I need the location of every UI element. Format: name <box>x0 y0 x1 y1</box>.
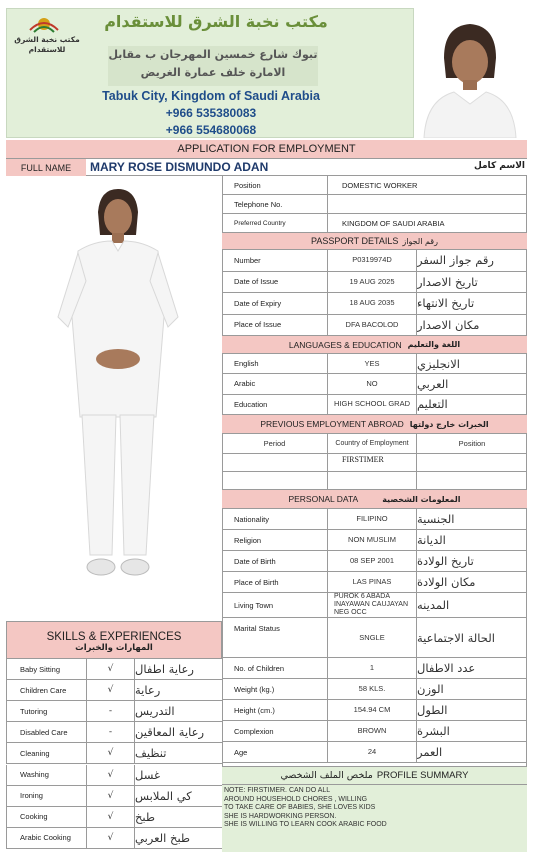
skill-row <box>6 743 222 764</box>
profile-line: NOTE: FIRSTIMER. CAN DO ALL <box>224 787 331 794</box>
passport-row <box>222 315 527 337</box>
personal-value: LAS PINAS <box>328 572 417 592</box>
employment-col-header <box>222 434 527 454</box>
employment-row <box>222 472 527 490</box>
personal-label-ar: مكان الولادة <box>417 575 476 589</box>
profile-body <box>222 785 527 852</box>
personal-value: 58 KLS. <box>328 679 417 699</box>
languages-header <box>222 336 527 354</box>
skills-title: SKILLS & EXPERIENCES <box>46 631 182 643</box>
city-line: Tabuk City, Kingdom of Saudi Arabia <box>102 89 320 103</box>
personal-row <box>222 658 527 679</box>
passport-label: Number <box>222 250 328 271</box>
field-label: Preferred Country <box>222 214 328 232</box>
language-label-ar: الانجليزي <box>417 356 461 371</box>
company-name: مكتب نخبة الشرق للاستقدام <box>104 12 328 31</box>
language-row <box>222 374 527 394</box>
field-value: KINGDOM OF SAUDI ARABIA <box>342 218 445 228</box>
language-label: Education <box>222 395 328 414</box>
employment-period <box>222 454 328 471</box>
field-row <box>222 176 527 195</box>
employment-title: PREVIOUS EMPLOYMENT ABROAD <box>260 419 404 429</box>
employment-position <box>417 472 527 489</box>
field-row <box>222 214 527 233</box>
profile-header <box>222 766 527 785</box>
language-label-ar: التعليم <box>417 397 448 412</box>
skill-mark: - <box>87 701 135 721</box>
languages-title-ar: اللغة والتعليم <box>407 340 461 349</box>
skill-row <box>6 659 222 680</box>
full-name-label-ar: الاسم كامل <box>473 161 525 171</box>
skill-label-ar: طبخ <box>135 809 156 824</box>
language-value: HIGH SCHOOL GRAD <box>328 395 417 414</box>
address-line-1: تبوك شارع خمسين المهرجان ب مقابل <box>108 48 318 61</box>
person-headshot-icon <box>414 8 526 138</box>
personal-label: No. of Children <box>222 658 328 678</box>
passport-value: 19 AUG 2025 <box>328 272 417 293</box>
skill-row <box>6 828 222 849</box>
passport-label: Date of Issue <box>222 272 328 293</box>
passport-label-ar: تاريخ الانتهاء <box>417 296 475 311</box>
col-country: Country of Employment <box>328 434 417 453</box>
personal-label-ar: الطول <box>417 703 448 717</box>
full-name-value: MARY ROSE DISMUNDO ADAN <box>90 160 269 174</box>
company-logo <box>8 10 86 62</box>
skill-label: Tutoring <box>7 701 87 721</box>
language-row <box>222 395 527 415</box>
passport-row <box>222 272 527 294</box>
language-label: Arabic <box>222 374 328 393</box>
field-row <box>222 195 527 214</box>
skill-label: Baby Sitting <box>7 659 87 679</box>
form-title: APPLICATION FOR EMPLOYMENT <box>6 140 527 158</box>
personal-label: Date of Birth <box>222 551 328 571</box>
skill-mark: √ <box>87 765 135 785</box>
personal-value: 1 <box>328 658 417 678</box>
skill-row <box>6 680 222 701</box>
personal-label: Age <box>222 742 328 762</box>
employment-position <box>417 454 527 471</box>
passport-value: P0319974D <box>328 250 417 271</box>
field-label: Position <box>222 176 328 194</box>
col-period: Period <box>222 434 328 453</box>
language-value: YES <box>328 354 417 373</box>
skill-mark: √ <box>87 659 135 679</box>
personal-title-ar: المعلومات الشخصية <box>382 494 461 504</box>
personal-row <box>222 593 527 618</box>
skill-label: Ironing <box>7 786 87 806</box>
personal-title: PERSONAL DATA <box>288 494 359 504</box>
skill-mark: √ <box>87 786 135 806</box>
personal-label-ar: العمر <box>417 745 443 759</box>
skill-mark: √ <box>87 743 135 763</box>
personal-value: 24 <box>328 742 417 762</box>
skill-mark: √ <box>87 828 135 848</box>
skill-label: Children Care <box>7 680 87 700</box>
headshot-photo <box>414 8 526 138</box>
passport-header <box>222 233 527 250</box>
skill-row <box>6 722 222 743</box>
personal-label-ar: الجنسية <box>417 512 455 526</box>
skill-label-ar: رعاية <box>135 683 161 698</box>
passport-row <box>222 293 527 315</box>
skill-label-ar: طبخ العربي <box>135 830 191 845</box>
full-name-row <box>6 158 527 176</box>
skill-label-ar: غسل <box>135 767 160 782</box>
personal-label: Complexion <box>222 721 328 741</box>
field-value: DOMESTIC WORKER <box>342 180 418 190</box>
skill-label-ar: التدريس <box>135 704 175 719</box>
skill-mark: √ <box>87 807 135 827</box>
skill-label: Cooking <box>7 807 87 827</box>
employment-title-ar: الخبرات خارج دولتها <box>409 419 489 429</box>
employment-country <box>328 472 417 489</box>
personal-value: 08 SEP 2001 <box>328 551 417 571</box>
col-position: Position <box>458 438 486 448</box>
personal-label-ar: عدد الاطفال <box>417 661 476 675</box>
address-line-2: الامارة خلف عمارة الغريض <box>140 66 286 79</box>
skill-label: Washing <box>7 765 87 785</box>
personal-value: FILIPINO <box>328 509 417 529</box>
personal-label: Weight (kg.) <box>222 679 328 699</box>
personal-value: NON MUSLIM <box>328 530 417 550</box>
profile-line: SHE IS WILLING TO LEARN COOK ARABIC FOOD <box>224 821 387 828</box>
personal-label: Marital Status <box>222 618 328 657</box>
skill-mark: √ <box>87 680 135 700</box>
employment-row <box>222 454 527 472</box>
personal-label-ar: تاريخ الولادة <box>417 554 474 568</box>
phone-2: +966 554680068 <box>165 123 257 137</box>
personal-row <box>222 509 527 530</box>
personal-value: 154.94 CM <box>328 700 417 720</box>
personal-label-ar: الحالة الاجتماعية <box>417 630 495 645</box>
employment-country: FIRSTIMER <box>328 454 417 471</box>
profile-line: AROUND HOUSEHOLD CHORES , WILLING <box>224 795 368 803</box>
personal-value: PUROK 6 ABADA INAYAWAN CAUJAYAN NEG OCC <box>328 593 417 617</box>
skill-row <box>6 786 222 807</box>
personal-row <box>222 572 527 593</box>
personal-label: Religion <box>222 530 328 550</box>
full-body-photo <box>6 177 220 619</box>
languages-title: LANGUAGES & EDUCATION <box>288 339 402 350</box>
personal-row <box>222 742 527 763</box>
skill-label-ar: كي الملابس <box>135 788 192 803</box>
personal-label-ar: البشرة <box>417 724 450 738</box>
personal-row <box>222 551 527 572</box>
personal-label: Height (cm.) <box>222 700 328 720</box>
skill-mark: - <box>87 722 135 742</box>
passport-label-ar: رقم جواز السفر <box>417 253 494 268</box>
passport-label-ar: تاريخ الاصدار <box>417 274 478 289</box>
personal-value: SNGLE <box>328 618 417 657</box>
skill-label-ar: تنظيف <box>135 746 167 761</box>
passport-title: PASSPORT DETAILS <box>311 236 399 246</box>
language-row <box>222 354 527 374</box>
personal-label: Nationality <box>222 509 328 529</box>
skill-label: Cleaning <box>7 743 87 763</box>
profile-title-ar: ملخص الملف الشخصي <box>280 770 373 781</box>
person-full-body-icon <box>6 177 220 619</box>
language-label: English <box>222 354 328 373</box>
field-value <box>328 195 527 213</box>
skill-label: Arabic Cooking <box>7 828 87 848</box>
passport-value: 18 AUG 2035 <box>328 293 417 314</box>
personal-label: Place of Birth <box>222 572 328 592</box>
skill-row <box>6 701 222 722</box>
skill-label-ar: رعاية اطفال <box>135 662 194 677</box>
passport-value: DFA BACOLOD <box>328 315 417 336</box>
profile-line: SHE IS HARDWORKING PERSON. <box>224 812 337 820</box>
profile-title: PROFILE SUMMARY <box>376 770 469 781</box>
personal-header <box>222 490 527 509</box>
personal-label-ar: الديانة <box>417 533 446 547</box>
passport-label-ar: مكان الاصدار <box>417 317 480 332</box>
skill-label-ar: رعاية المعاقين <box>135 725 205 740</box>
personal-label-ar: المدينه <box>417 598 450 612</box>
full-name-label: FULL NAME <box>6 159 86 176</box>
phone-1: +966 535380083 <box>165 106 257 120</box>
passport-row <box>222 250 527 272</box>
logo-text: مكتب نخبة الشرق للاستقدام <box>14 35 80 54</box>
personal-row <box>222 700 527 721</box>
skills-title-ar: المهارات والخبرات <box>75 643 153 653</box>
profile-line: TO TAKE CARE OF BABIES, SHE LOVES KIDS <box>224 804 376 811</box>
skill-label: Disabled Care <box>7 722 87 742</box>
passport-title-ar: رقم الجواز <box>402 236 438 246</box>
passport-label: Date of Expiry <box>222 293 328 314</box>
employment-period <box>222 472 328 489</box>
skill-row <box>6 765 222 786</box>
passport-label: Place of Issue <box>222 315 328 336</box>
personal-row <box>222 679 527 700</box>
field-label: Telephone No. <box>222 195 328 213</box>
skills-header <box>6 621 222 659</box>
skill-row <box>6 807 222 828</box>
personal-row <box>222 618 527 658</box>
personal-label-ar: الوزن <box>417 682 444 696</box>
employment-header <box>222 415 527 434</box>
personal-row <box>222 530 527 551</box>
personal-label: Living Town <box>222 593 328 617</box>
language-value: NO <box>328 374 417 393</box>
personal-row <box>222 721 527 742</box>
language-label-ar: العربي <box>417 376 449 391</box>
personal-value: BROWN <box>328 721 417 741</box>
